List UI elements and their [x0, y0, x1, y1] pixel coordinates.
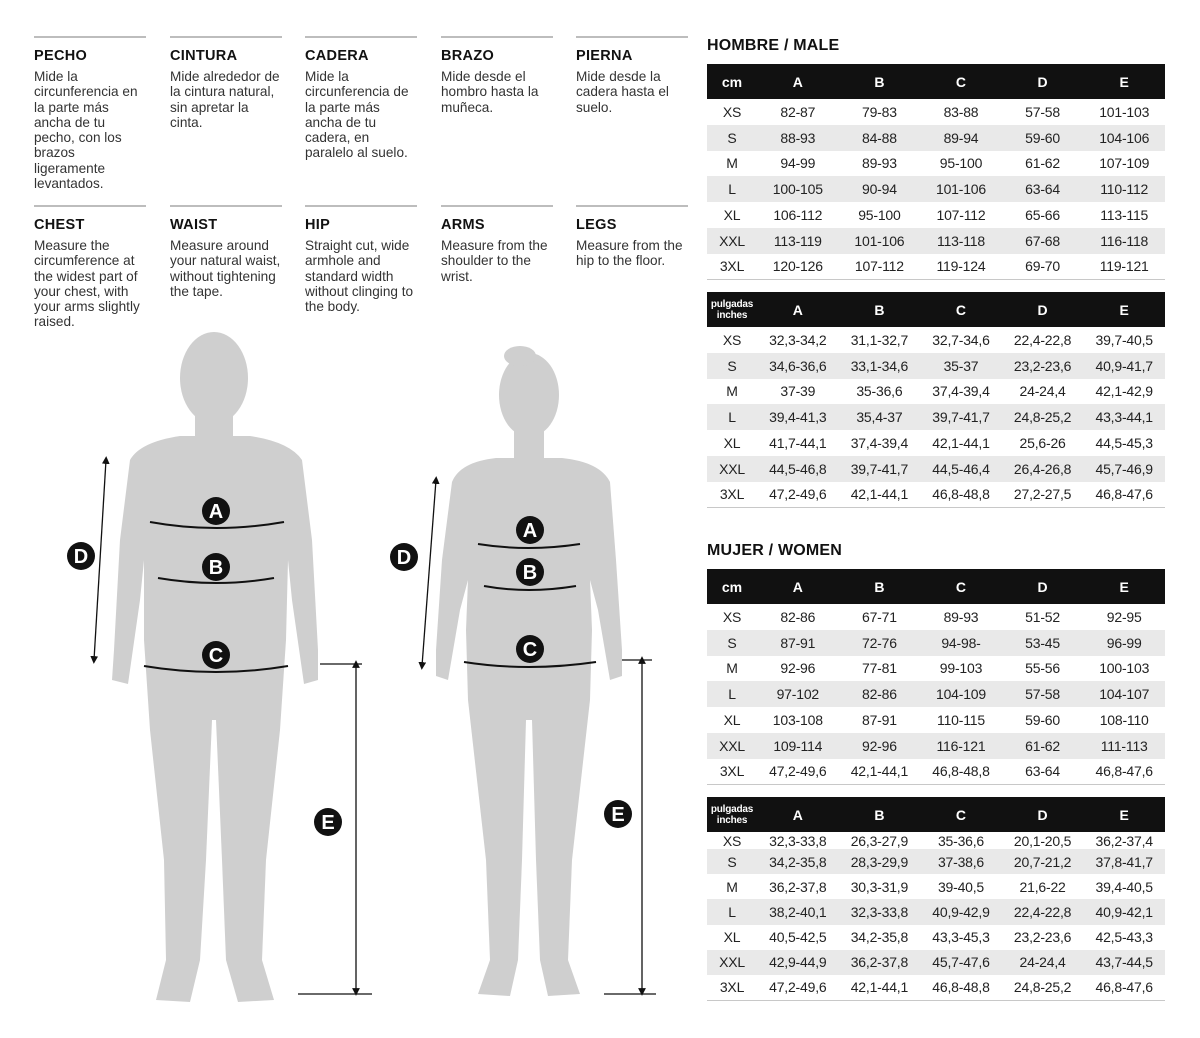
- badge-d: [390, 543, 418, 571]
- measurement-cell: 120-126: [757, 254, 839, 280]
- svg-text:C: C: [522, 639, 538, 661]
- column-header: C: [920, 797, 1002, 832]
- definition-text: Mide desde la cadera hasta el suelo.: [576, 69, 669, 115]
- column-header: B: [839, 64, 921, 99]
- size-label-cell: L: [707, 404, 757, 430]
- male-cm-table: [707, 64, 1165, 280]
- measurement-cell: 31,1-32,7: [850, 331, 909, 348]
- measurement-cell: 59-60: [1002, 125, 1084, 151]
- definition-text: Mide la circunferencia en la parte más ancha de tu pecho, con los brazos ligeramente levantados.: [34, 69, 138, 192]
- table-row: [707, 353, 1165, 379]
- definition-title: HIP: [305, 217, 331, 233]
- measurement-cell: 84-88: [839, 125, 921, 151]
- badge-a: [516, 516, 544, 544]
- measurement-cell: 39,4-41,3: [757, 404, 839, 430]
- female-silhouette: [436, 346, 625, 996]
- measurement-cell: 87-91: [861, 712, 897, 729]
- column-header: A: [757, 64, 839, 99]
- measurement-cell: 96-99: [1083, 630, 1165, 656]
- measurement-cell: 55-56: [1025, 660, 1060, 677]
- unit-header: cm: [707, 569, 757, 604]
- measurement-cell: 39-40,5: [937, 878, 985, 895]
- unit-line: pulgadas: [710, 298, 754, 310]
- measurement-cell: 82-86: [780, 608, 816, 625]
- measurement-cell: 43,3-44,1: [1083, 404, 1165, 430]
- measurement-cell: 39,7-41,7: [839, 456, 921, 482]
- measurement-cell: 72-76: [839, 630, 921, 656]
- table-header-row: [707, 569, 1165, 604]
- svg-text:B: B: [522, 562, 538, 584]
- table-row: [707, 759, 1165, 785]
- measurement-cell: 40,5-42,5: [769, 929, 827, 946]
- measurement-cell: 59-60: [1025, 712, 1060, 729]
- definition-hip: [305, 205, 417, 314]
- svg-text:E: E: [611, 804, 625, 826]
- size-label-cell: S: [707, 353, 757, 379]
- measurement-cell: 44,5-46,4: [920, 456, 1002, 482]
- size-label-cell: XL: [723, 435, 741, 452]
- measurement-cell: 46,8-48,8: [920, 975, 1002, 1000]
- measurement-cell: 32,7-34,6: [932, 331, 990, 348]
- column-header: A: [757, 569, 839, 604]
- definition-title: BRAZO: [441, 48, 495, 64]
- size-label-cell: XXL: [707, 456, 757, 482]
- column-header: D: [1002, 797, 1084, 832]
- measurement-cell: 107-109: [1099, 155, 1150, 172]
- female-cm-table: [707, 569, 1165, 785]
- measurement-cell: 23,2-23,6: [1013, 929, 1072, 946]
- definition-chest: [34, 205, 146, 330]
- column-header: B: [839, 797, 921, 832]
- measurement-cell: 94-98-: [920, 630, 1002, 656]
- measurement-cell: 57-58: [1025, 103, 1060, 120]
- measurement-cell: 22,4-22,8: [1002, 899, 1084, 924]
- measurement-cell: 24,8-25,2: [1002, 975, 1084, 1000]
- size-label-cell: XL: [723, 929, 741, 946]
- column-header: B: [839, 569, 921, 604]
- measurement-cell: 63-64: [1002, 176, 1084, 202]
- size-label-cell: S: [707, 125, 757, 151]
- measurement-cell: 94-99: [780, 155, 816, 172]
- measurement-cell: 97-102: [757, 681, 839, 707]
- column-header: E: [1083, 797, 1165, 832]
- female-section-title: MUJER / WOMEN: [707, 542, 843, 559]
- measurement-cell: 28,3-29,9: [839, 849, 921, 874]
- measurement-cell: 95-100: [858, 207, 901, 224]
- definition-title: LEGS: [576, 217, 617, 233]
- size-label-cell: L: [707, 176, 757, 202]
- column-header: A: [757, 797, 839, 832]
- unit-line: inches: [716, 309, 748, 321]
- measurement-cell: 89-93: [861, 155, 897, 172]
- measurement-cell: 34,2-35,8: [757, 849, 839, 874]
- definition-brazo: [441, 36, 553, 115]
- table-row: [707, 874, 1165, 899]
- measurement-cell: 90-94: [839, 176, 921, 202]
- measurement-cell: 33,1-34,6: [839, 353, 921, 379]
- measurement-cell: 25,6-26: [1019, 435, 1066, 452]
- measurement-cell: 92-96: [839, 733, 921, 759]
- body-figures: [0, 320, 700, 1038]
- measurement-cell: 95-100: [939, 155, 983, 172]
- table-row: [707, 707, 1165, 733]
- measurement-cell: 51-52: [1025, 608, 1060, 625]
- measurement-cell: 89-94: [920, 125, 1002, 151]
- measurement-cell: 110-112: [1083, 176, 1165, 202]
- size-label-cell: S: [707, 849, 757, 874]
- badge-e: [604, 800, 632, 828]
- measurement-cell: 47,2-49,6: [757, 482, 839, 508]
- size-label-cell: XL: [723, 712, 741, 729]
- measurement-cell: 47,2-49,6: [757, 759, 839, 785]
- measurement-cell: 113-115: [1100, 207, 1149, 224]
- badge-d: [67, 542, 95, 570]
- measurement-cell: 107-112: [839, 254, 921, 280]
- measurement-cell: 46,8-47,6: [1083, 975, 1165, 1000]
- measurement-cell: 36,2-37,8: [769, 878, 827, 895]
- definition-arms: [441, 205, 553, 284]
- column-header: B: [839, 292, 921, 327]
- table-header-row: [707, 797, 1165, 832]
- measurement-cell: 45,7-46,9: [1083, 456, 1165, 482]
- size-label-cell: XXL: [707, 950, 757, 975]
- table-row: [707, 202, 1165, 228]
- male-section-title: HOMBRE / MALE: [707, 37, 840, 54]
- measurement-cell: 109-114: [757, 733, 839, 759]
- definition-pierna: [576, 36, 688, 115]
- measurement-cell: 24,8-25,2: [1002, 404, 1084, 430]
- table-row: [707, 630, 1165, 656]
- measurement-cell: 101-106: [920, 176, 1002, 202]
- measurement-cell: 35,4-37: [839, 404, 921, 430]
- column-header: E: [1083, 569, 1165, 604]
- definition-text: Mide la circunferencia de la parte más ancha de tu cadera, en paralelo al suelo.: [305, 69, 409, 161]
- svg-text:A: A: [522, 520, 538, 542]
- definition-cadera: [305, 36, 417, 161]
- table-row: [707, 925, 1165, 950]
- table-row: [707, 482, 1165, 508]
- measurement-cell: 42,1-44,1: [839, 975, 921, 1000]
- column-header: E: [1083, 64, 1165, 99]
- measurement-cell: 37-39: [780, 383, 816, 400]
- measurement-cell: 26,4-26,8: [1002, 456, 1084, 482]
- measurement-cell: 35-36,6: [856, 383, 903, 400]
- measurement-cell: 46,8-48,8: [920, 759, 1002, 785]
- size-label-cell: M: [726, 660, 738, 677]
- measurement-cell: 21,6-22: [1019, 878, 1066, 895]
- male-line-d: [94, 460, 106, 660]
- measurement-cell: 32,3-33,8: [839, 899, 921, 924]
- measurement-cell: 107-112: [936, 207, 986, 224]
- table-row: [707, 975, 1165, 1000]
- column-header: D: [1002, 569, 1084, 604]
- size-label-cell: 3XL: [707, 254, 757, 280]
- measurement-cell: 100-105: [757, 176, 839, 202]
- measurement-cell: 104-107: [1083, 681, 1165, 707]
- measurement-cell: 36,2-37,8: [839, 950, 921, 975]
- column-header: C: [920, 64, 1002, 99]
- measurement-cell: 37,4-39,4: [932, 383, 990, 400]
- measurement-cell: 22,4-22,8: [1013, 331, 1072, 348]
- measurement-cell: 116-121: [920, 733, 1002, 759]
- table-row: [707, 681, 1165, 707]
- measurement-cell: 113-118: [920, 228, 1002, 254]
- male-inches-table: [707, 292, 1165, 508]
- measurement-cell: 61-62: [1025, 155, 1060, 172]
- table-row: [707, 404, 1165, 430]
- size-label-cell: 3XL: [707, 975, 757, 1000]
- measurement-cell: 37,8-41,7: [1083, 849, 1165, 874]
- measurement-cell: 24-24,4: [1019, 383, 1066, 400]
- measurement-cell: 34,2-35,8: [850, 929, 909, 946]
- measurement-cell: 34,6-36,6: [757, 353, 839, 379]
- measurement-cell: 42,1-44,1: [932, 435, 990, 452]
- measurement-cell: 26,3-27,9: [850, 832, 909, 849]
- measurement-cell: 44,5-46,8: [757, 456, 839, 482]
- unit-header: cm: [707, 64, 757, 99]
- measurement-cell: 37-38,6: [920, 849, 1002, 874]
- size-label-cell: XS: [722, 608, 742, 625]
- measurement-cell: 67-71: [861, 608, 897, 625]
- measurement-cell: 110-115: [937, 712, 985, 729]
- column-header: D: [1002, 292, 1084, 327]
- measurement-cell: 53-45: [1002, 630, 1084, 656]
- measurement-cell: 42,1-44,1: [839, 482, 921, 508]
- table-row: [707, 832, 1165, 849]
- size-label-cell: S: [707, 630, 757, 656]
- definition-title: CINTURA: [170, 48, 238, 64]
- definition-title: PECHO: [34, 48, 88, 64]
- measurement-cell: 42,1-42,9: [1095, 383, 1153, 400]
- size-label-cell: M: [726, 878, 738, 895]
- size-label-cell: XS: [722, 331, 742, 348]
- badge-c: [516, 635, 544, 663]
- definition-cintura: [170, 36, 282, 130]
- column-header: E: [1083, 292, 1165, 327]
- measurement-cell: 27,2-27,5: [1002, 482, 1084, 508]
- measurement-cell: 104-109: [920, 681, 1002, 707]
- measurement-cell: 35-36,6: [937, 832, 985, 849]
- table-row: [707, 899, 1165, 924]
- table-row: [707, 151, 1165, 177]
- column-header: C: [920, 292, 1002, 327]
- measurement-cell: 92-96: [780, 660, 816, 677]
- definition-title: CHEST: [34, 217, 85, 233]
- svg-text:D: D: [73, 546, 89, 568]
- measurement-cell: 106-112: [773, 207, 823, 224]
- measurement-cell: 83-88: [943, 103, 979, 120]
- measurement-cell: 42,1-44,1: [839, 759, 921, 785]
- measurement-cell: 32,3-34,2: [769, 331, 827, 348]
- measurement-cell: 46,8-48,8: [920, 482, 1002, 508]
- unit-line: inches: [716, 814, 748, 826]
- measurement-cell: 30,3-31,9: [850, 878, 909, 895]
- size-label-cell: 3XL: [707, 482, 757, 508]
- badge-b: [516, 558, 544, 586]
- size-label-cell: M: [726, 155, 738, 172]
- table-row: [707, 849, 1165, 874]
- definition-waist: [170, 205, 282, 299]
- measurement-cell: 20,7-21,2: [1002, 849, 1084, 874]
- measurement-cell: 44,5-45,3: [1095, 435, 1153, 452]
- badge-b: [202, 553, 230, 581]
- table-row: [707, 99, 1165, 125]
- table-row: [707, 656, 1165, 682]
- measurement-cell: 87-91: [757, 630, 839, 656]
- size-label-cell: L: [707, 681, 757, 707]
- measurement-cell: 39,7-41,7: [920, 404, 1002, 430]
- measurement-cell: 46,8-47,6: [1083, 482, 1165, 508]
- badge-c: [202, 641, 230, 669]
- measurement-cell: 101-106: [839, 228, 921, 254]
- measurement-cell: 82-86: [839, 681, 921, 707]
- definition-text: Mide desde el hombro hasta la muñeca.: [441, 69, 539, 115]
- measurement-cell: 119-124: [920, 254, 1002, 280]
- measurement-cell: 36,2-37,4: [1095, 832, 1153, 849]
- table-header-row: [707, 64, 1165, 99]
- measurement-cell: 39,7-40,5: [1095, 331, 1153, 348]
- definition-pecho: [34, 36, 146, 191]
- table-row: [707, 327, 1165, 353]
- definition-title: ARMS: [441, 217, 485, 233]
- measurement-cell: 23,2-23,6: [1002, 353, 1084, 379]
- definition-text: Measure around your natural waist, without tightening the tape.: [170, 238, 281, 299]
- size-label-cell: XS: [722, 832, 742, 849]
- measurement-cell: 113-119: [757, 228, 839, 254]
- measurement-cell: 116-118: [1083, 228, 1165, 254]
- definition-title: WAIST: [170, 217, 218, 233]
- measurement-cell: 57-58: [1002, 681, 1084, 707]
- size-label-cell: 3XL: [707, 759, 757, 785]
- measurement-cell: 89-93: [943, 608, 979, 625]
- size-label-cell: M: [726, 383, 738, 400]
- measurement-cell: 24-24,4: [1002, 950, 1084, 975]
- table-row: [707, 950, 1165, 975]
- measurement-cell: 88-93: [757, 125, 839, 151]
- measurement-cell: 67-68: [1002, 228, 1084, 254]
- measurement-cell: 99-103: [939, 660, 983, 677]
- measurement-cell: 111-113: [1083, 733, 1165, 759]
- measurement-cell: 42,9-44,9: [757, 950, 839, 975]
- measurement-cell: 46,8-47,6: [1083, 759, 1165, 785]
- measurement-cell: 20,1-20,5: [1013, 832, 1072, 849]
- definition-text: Measure from the hip to the floor.: [576, 238, 683, 269]
- table-row: [707, 430, 1165, 456]
- table-header-row: [707, 292, 1165, 327]
- size-label-cell: XXL: [707, 733, 757, 759]
- unit-header: [707, 292, 757, 327]
- table-row: [707, 733, 1165, 759]
- definition-text: Measure from the shoulder to the wrist.: [441, 238, 548, 284]
- measurement-cell: 47,2-49,6: [757, 975, 839, 1000]
- measurement-cell: 42,5-43,3: [1095, 929, 1153, 946]
- definition-legs: [576, 205, 688, 269]
- table-row: [707, 176, 1165, 202]
- unit-header: [707, 797, 757, 832]
- measurement-cell: 77-81: [861, 660, 897, 677]
- measurement-cell: 43,7-44,5: [1083, 950, 1165, 975]
- svg-text:A: A: [208, 501, 224, 523]
- badge-a: [202, 497, 230, 525]
- measurement-cell: 82-87: [780, 103, 816, 120]
- size-label-cell: L: [707, 899, 757, 924]
- measurement-cell: 61-62: [1002, 733, 1084, 759]
- measurement-cell: 40,9-41,7: [1083, 353, 1165, 379]
- column-header: A: [757, 292, 839, 327]
- table-row: [707, 125, 1165, 151]
- column-header: D: [1002, 64, 1084, 99]
- table-row: [707, 604, 1165, 630]
- measurement-cell: 40,9-42,9: [920, 899, 1002, 924]
- unit-line: pulgadas: [710, 803, 754, 815]
- measurement-cell: 69-70: [1002, 254, 1084, 280]
- measurement-cell: 103-108: [772, 712, 823, 729]
- table-row: [707, 254, 1165, 280]
- svg-text:E: E: [321, 812, 335, 834]
- measurement-cell: 65-66: [1025, 207, 1060, 224]
- measurement-cell: 63-64: [1002, 759, 1084, 785]
- definition-text: Measure the circumference at the widest part of your chest, with your arms slightly raised.: [34, 238, 140, 330]
- measurement-cell: 32,3-33,8: [769, 832, 827, 849]
- definition-title: PIERNA: [576, 48, 633, 64]
- measurement-cell: 101-103: [1099, 103, 1150, 120]
- body-measurement-diagram: [0, 320, 700, 1038]
- measurement-cell: 35-37: [920, 353, 1002, 379]
- measurement-cell: 79-83: [861, 103, 897, 120]
- measurement-cell: 100-103: [1099, 660, 1150, 677]
- definition-title: CADERA: [305, 48, 369, 64]
- badge-e: [314, 808, 342, 836]
- column-header: C: [920, 569, 1002, 604]
- table-row: [707, 228, 1165, 254]
- table-row: [707, 456, 1165, 482]
- measurement-cell: 119-121: [1083, 254, 1165, 280]
- measurement-cell: 43,3-45,3: [932, 929, 990, 946]
- svg-text:C: C: [208, 645, 224, 667]
- female-line-d: [422, 480, 436, 666]
- size-label-cell: XL: [723, 207, 741, 224]
- svg-text:D: D: [396, 547, 412, 569]
- size-label-cell: XS: [722, 103, 742, 120]
- measurement-cell: 92-95: [1106, 608, 1142, 625]
- measurement-cell: 37,4-39,4: [850, 435, 909, 452]
- table-row: [707, 379, 1165, 405]
- svg-text:B: B: [208, 557, 224, 579]
- measurement-cell: 108-110: [1099, 712, 1149, 729]
- measurement-cell: 104-106: [1083, 125, 1165, 151]
- female-inches-table: [707, 797, 1165, 1001]
- measurement-cell: 38,2-40,1: [757, 899, 839, 924]
- definition-text: Straight cut, wide armhole and standard width without clinging to the body.: [305, 238, 414, 315]
- measurement-cell: 40,9-42,1: [1083, 899, 1165, 924]
- definition-text: Mide alrededor de la cintura natural, sin apretar la cinta.: [170, 69, 280, 130]
- measurement-cell: 39,4-40,5: [1095, 878, 1153, 895]
- size-label-cell: XXL: [707, 228, 757, 254]
- measurement-cell: 41,7-44,1: [769, 435, 827, 452]
- measurement-cell: 45,7-47,6: [920, 950, 1002, 975]
